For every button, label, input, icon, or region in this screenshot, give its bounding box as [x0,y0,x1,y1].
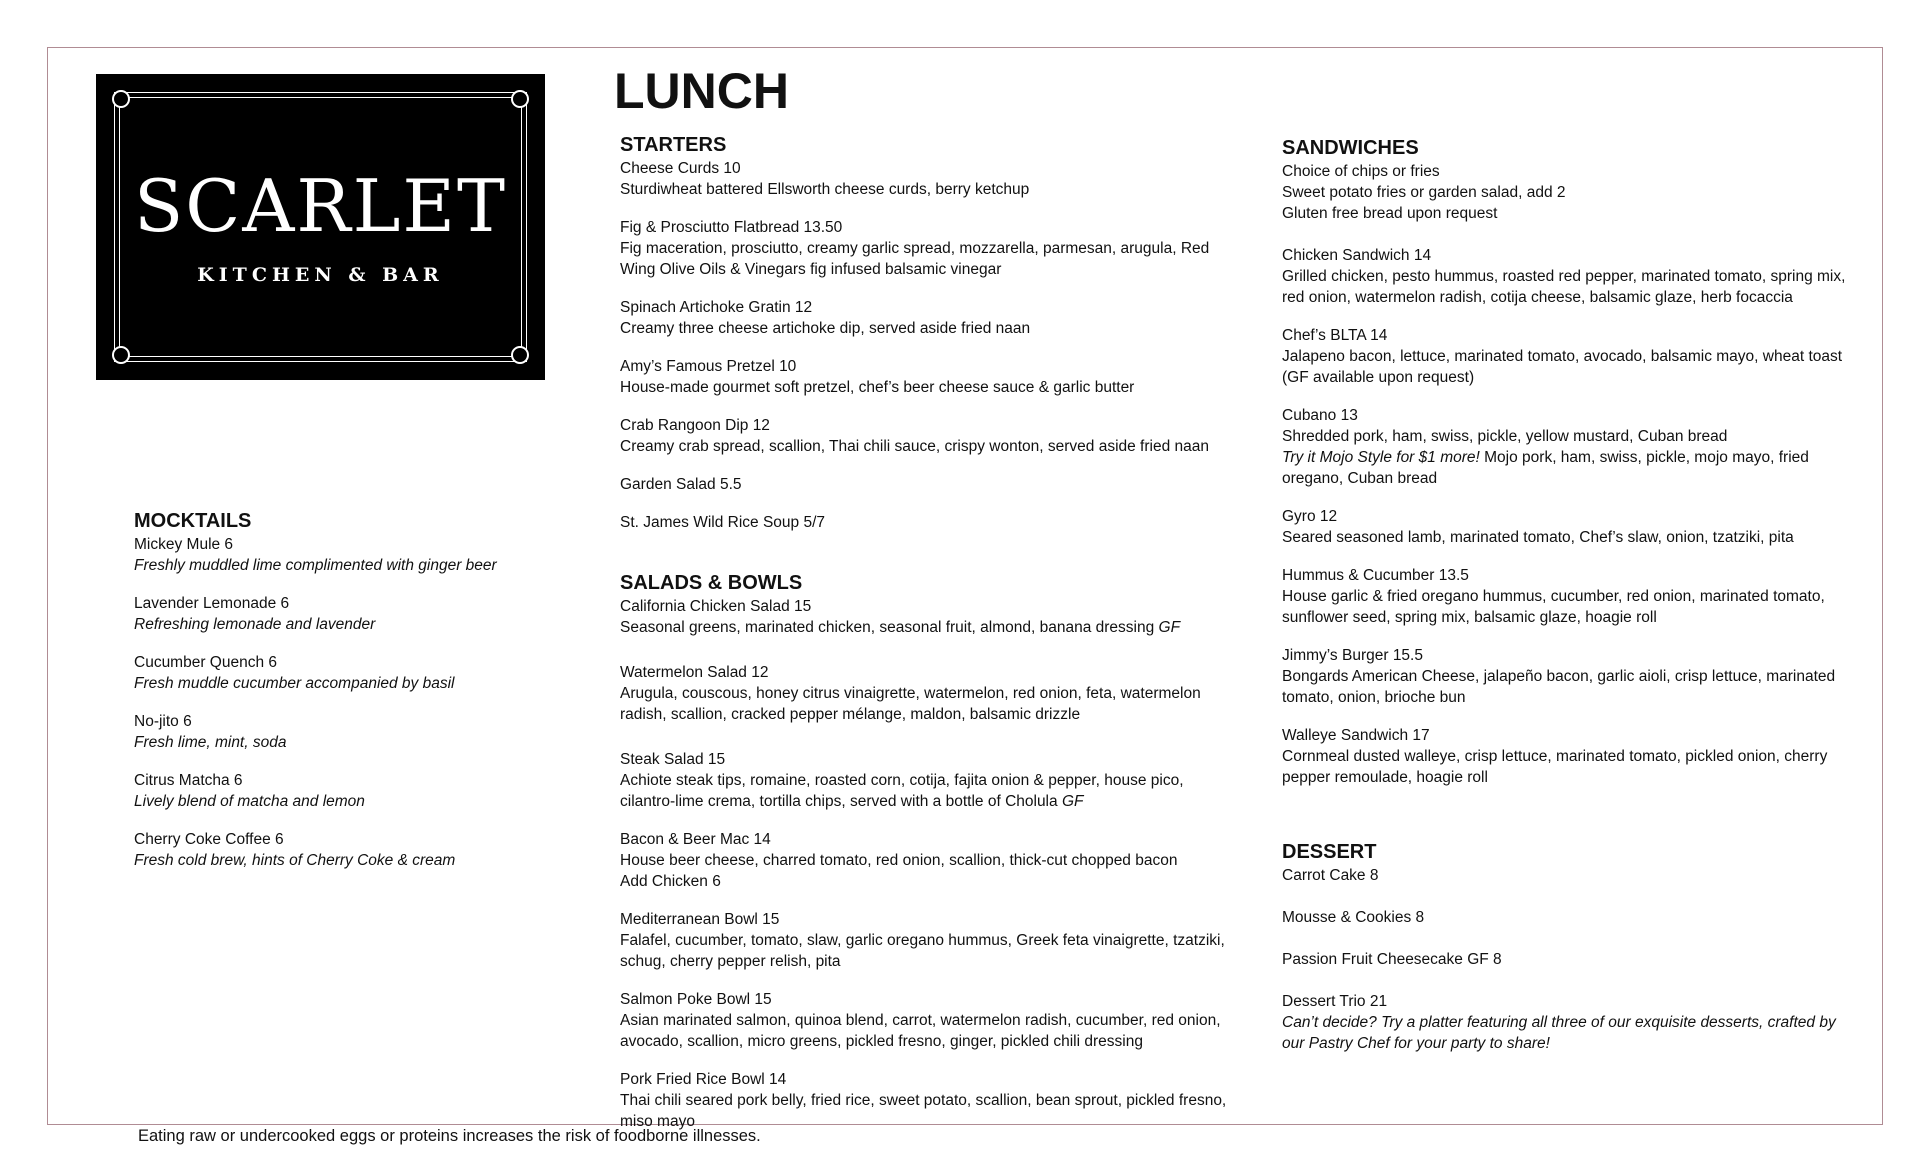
list-item [620,158,1240,200]
mocktails-section [134,508,564,888]
item-desc: Arugula, couscous, honey citrus vinaigrette, watermelon, red onion, feta, watermelon radish, scallion, cracked pepper mélange, maldon, balsamic drizzle [620,685,1201,723]
item-name: Carrot Cake 8 [1282,867,1379,884]
sandwich-note: Choice of chips or fries [1282,163,1440,180]
list-item [620,749,1240,812]
item-name: Cherry Coke Coffee 6 [134,831,284,848]
item-name: Salmon Poke Bowl 15 [620,991,772,1008]
list-item [620,989,1240,1052]
item-name: Bacon & Beer Mac 14 [620,831,771,848]
item-name: Jimmy’s Burger 15.5 [1282,647,1423,664]
list-item [134,534,564,576]
item-desc: Cornmeal dusted walleye, crisp lettuce, marinated tomato, pickled onion, cherry pepper remoulade, hoagie roll [1282,748,1828,786]
list-item [1282,725,1862,788]
list-item [1282,949,1862,970]
item-desc: Can’t decide? Try a platter featuring all three of our exquisite desserts, crafted by our Pastry Chef for your party to share! [1282,1014,1836,1052]
sandwiches-dessert-column [1282,135,1862,1071]
list-item [1282,991,1862,1054]
item-name: Lavender Lemonade 6 [134,595,290,612]
item-name: Mousse & Cookies 8 [1282,909,1425,926]
item-desc: House garlic & fried oregano hummus, cucumber, red onion, marinated tomato, sunflower seed, spring mix, balsamic glaze, hoagie roll [1282,588,1825,626]
item-name: Citrus Matcha 6 [134,772,243,789]
item-desc: Shredded pork, ham, swiss, pickle, yellow mustard, Cuban bread [1282,428,1728,445]
section-title-salads: SALADS & BOWLS [620,572,803,594]
list-item [620,297,1240,339]
item-desc: House-made gourmet soft pretzel, chef’s beer cheese sauce & garlic butter [620,379,1135,396]
item-name: Watermelon Salad 12 [620,664,769,681]
item-desc: Achiote steak tips, romaine, roasted corn, cotija, fajita onion & pepper, house pico, cilantro-lime crema, tortilla chips, served with a bottle of Cholula [620,772,1184,810]
item-name: California Chicken Salad 15 [620,598,812,615]
list-item [134,711,564,753]
item-name: Gyro 12 [1282,508,1338,525]
list-item [1282,325,1862,388]
item-desc: Fresh muddle cucumber accompanied by basil [134,675,455,692]
item-name: Hummus & Cucumber 13.5 [1282,567,1469,584]
page-title: LUNCH [614,63,789,119]
item-name: Cheese Curds 10 [620,160,741,177]
starters-salads-column [620,132,1240,1149]
item-desc: Creamy crab spread, scallion, Thai chili sauce, crispy wonton, served aside fried naan [620,438,1209,455]
list-item [1282,865,1862,886]
gf-tag: GF [1061,793,1084,810]
list-item [620,217,1240,280]
item-name: Mickey Mule 6 [134,536,234,553]
list-item [620,1069,1240,1132]
sandwich-note: Sweet potato fries or garden salad, add 2 [1282,184,1566,201]
list-item [1282,565,1862,628]
logo-tagline: KITCHEN & BAR [197,264,444,286]
list-item [620,415,1240,457]
list-item [620,662,1240,725]
item-name: Passion Fruit Cheesecake GF 8 [1282,951,1502,968]
item-name: Garden Salad 5.5 [620,476,742,493]
item-desc: Lively blend of matcha and lemon [134,793,365,810]
list-item [1282,506,1862,548]
item-name: Pork Fried Rice Bowl 14 [620,1071,787,1088]
item-name: Walleye Sandwich 17 [1282,727,1430,744]
section-title-dessert: DESSERT [1282,841,1377,863]
list-item [134,652,564,694]
item-desc: Sturdiwheat battered Ellsworth cheese curds, berry ketchup [620,181,1030,198]
list-item [134,593,564,635]
item-name: Dessert Trio 21 [1282,993,1388,1010]
item-desc: Grilled chicken, pesto hummus, roasted red pepper, marinated tomato, spring mix, red onion, watermelon radish, cotija cheese, balsamic glaze, herb focaccia [1282,268,1846,306]
section-title-sandwiches: SANDWICHES [1282,137,1419,159]
item-name: Fig & Prosciutto Flatbread 13.50 [620,219,843,236]
item-desc: Seasonal greens, marinated chicken, seasonal fruit, almond, banana dressing [620,619,1155,636]
item-desc: Falafel, cucumber, tomato, slaw, garlic oregano hummus, Greek feta vinaigrette, tzatziki, schug, cherry pepper relish, pita [620,932,1225,970]
item-name: Mediterranean Bowl 15 [620,911,780,928]
list-item [620,829,1240,892]
list-item [620,596,1240,638]
list-item [134,770,564,812]
list-item [620,356,1240,398]
food-safety-disclaimer: Eating raw or undercooked eggs or proteins increases the risk of foodborne illnesses. [138,1127,761,1145]
item-desc: House beer cheese, charred tomato, red onion, scallion, thick-cut chopped bacon [620,852,1178,869]
item-desc: Seared seasoned lamb, marinated tomato, Chef’s slaw, onion, tzatziki, pita [1282,529,1794,546]
logo-brand-name: SCARLET [133,164,507,248]
item-name: Spinach Artichoke Gratin 12 [620,299,813,316]
list-item [134,829,564,871]
promo-desc: Mojo pork, ham, swiss, pickle, mojo mayo, fried oregano, Cuban bread [1282,449,1809,487]
item-desc: Asian marinated salmon, quinoa blend, carrot, watermelon radish, cucumber, red onion, avocado, scallion, micro greens, pickled fresno, ginger, pickled chili dressing [620,1012,1221,1050]
item-name: Cubano 13 [1282,407,1358,424]
item-desc: Freshly muddled lime complimented with ginger beer [134,557,497,574]
list-item [620,474,1240,495]
item-desc: Refreshing lemonade and lavender [134,616,376,633]
item-name: Chicken Sandwich 14 [1282,247,1432,264]
list-item [620,512,1240,533]
item-desc: Creamy three cheese artichoke dip, served aside fried naan [620,320,1031,337]
sandwich-note: Gluten free bread upon request [1282,205,1498,222]
item-addon: Add Chicken 6 [620,873,721,890]
section-title-mocktails: MOCKTAILS [134,510,252,532]
item-desc: Fresh cold brew, hints of Cherry Coke & cream [134,852,456,869]
list-item [1282,405,1862,489]
gf-tag: GF [1158,619,1181,636]
list-item [620,909,1240,972]
item-name: Steak Salad 15 [620,751,726,768]
list-item [1282,907,1862,928]
promo-text: Try it Mojo Style for $1 more! [1282,449,1480,466]
item-name: No-jito 6 [134,713,192,730]
scarlet-logo [96,74,545,380]
section-title-starters: STARTERS [620,134,727,156]
item-name: Chef’s BLTA 14 [1282,327,1388,344]
list-item [1282,245,1862,308]
item-desc: Jalapeno bacon, lettuce, marinated tomato, avocado, balsamic mayo, wheat toast (GF available upon request) [1282,348,1843,386]
item-name: Cucumber Quench 6 [134,654,278,671]
item-desc: Fig maceration, prosciutto, creamy garlic spread, mozzarella, parmesan, arugula, Red Wing Olive Oils & Vinegars fig infused balsamic vinegar [620,240,1210,278]
item-name: St. James Wild Rice Soup 5/7 [620,514,826,531]
item-name: Amy’s Famous Pretzel 10 [620,358,797,375]
item-name: Crab Rangoon Dip 12 [620,417,770,434]
list-item [1282,645,1862,708]
item-desc: Bongards American Cheese, jalapeño bacon, garlic aioli, crisp lettuce, marinated tomato, onion, brioche bun [1282,668,1836,706]
item-desc: Fresh lime, mint, soda [134,734,287,751]
item-desc: Thai chili seared pork belly, fried rice, sweet potato, scallion, bean sprout, pickled fresno, miso mayo [620,1092,1227,1130]
